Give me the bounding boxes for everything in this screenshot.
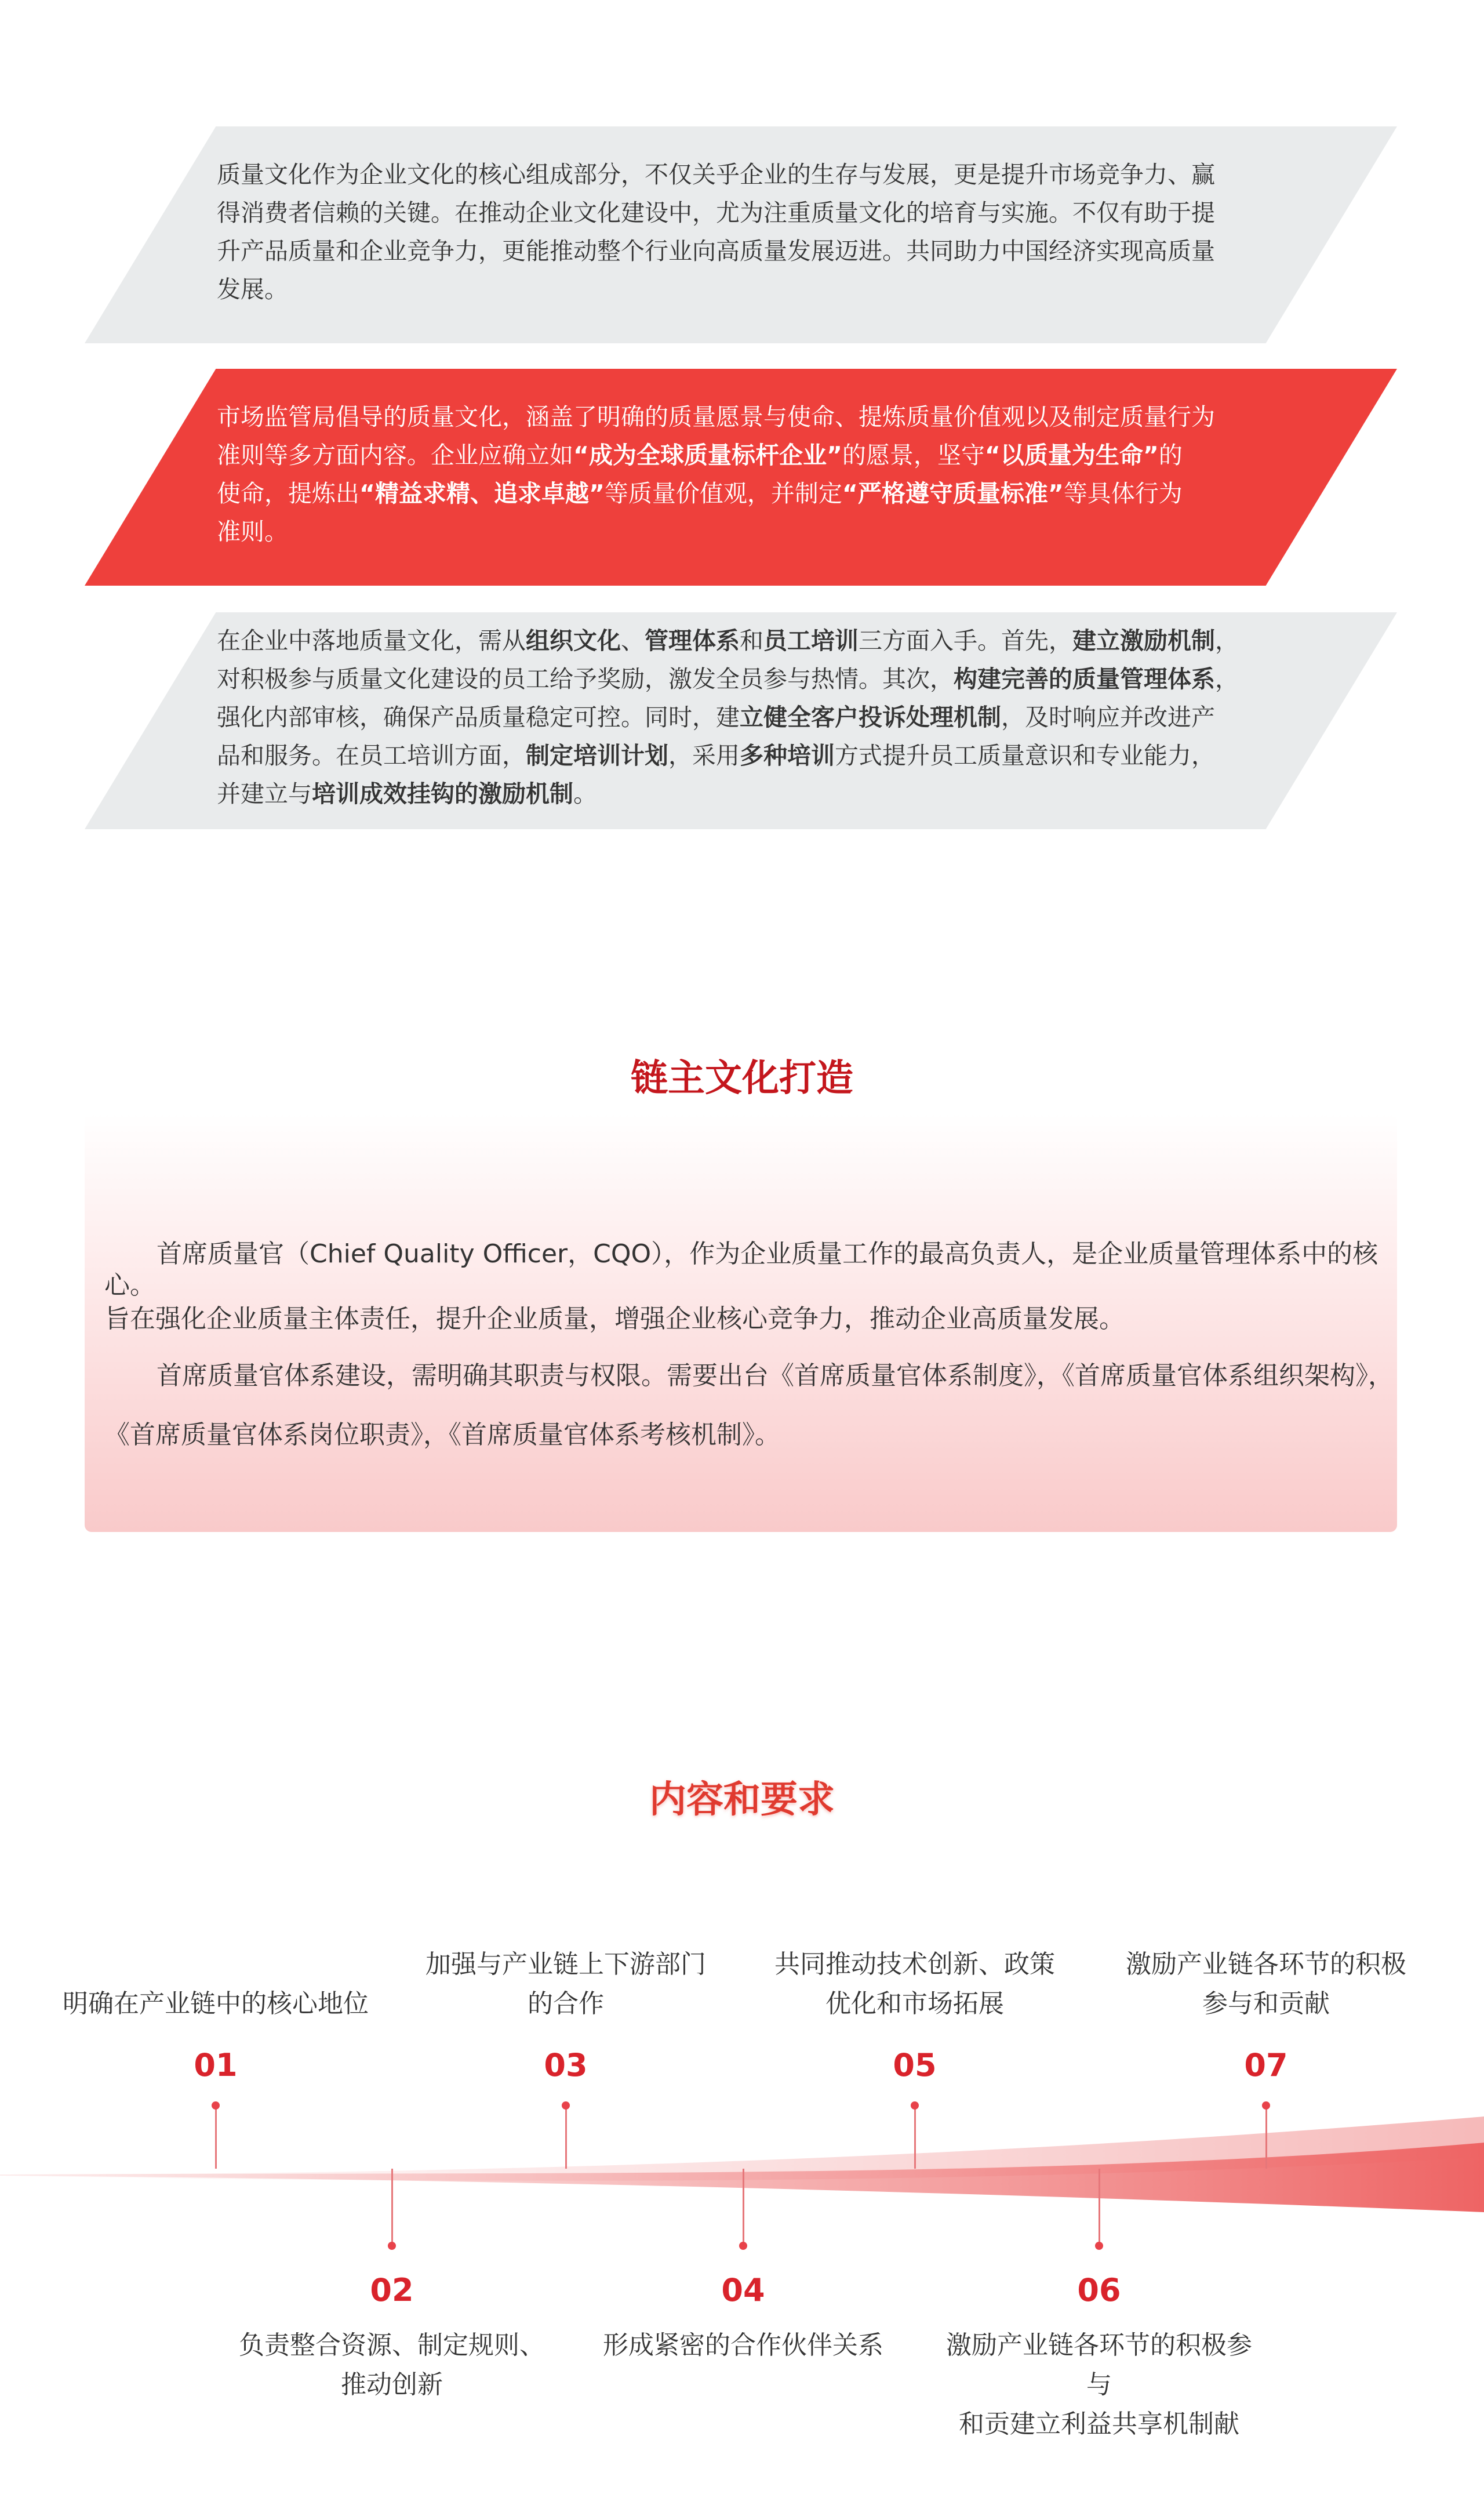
bold-term: 员工培训 <box>763 627 859 655</box>
timeline-number: 02 <box>370 2272 414 2308</box>
text-line <box>217 474 1266 513</box>
timeline-description-line: 激励产业链各环节的积极 <box>1126 1949 1406 1979</box>
text-line <box>217 436 1266 474</box>
text-run: 的愿景，坚守 <box>842 441 985 469</box>
timeline-pin <box>914 2105 916 2169</box>
intro-paragraph-1 <box>217 155 1266 308</box>
bold-term: 管理体系 <box>645 627 740 655</box>
bold-standard: “严格遵守质量标准” <box>842 480 1064 507</box>
text-run: 对积极参与质量文化建设的员工给予奖励，激发全员参与热情。其次， <box>217 665 954 693</box>
text-line <box>217 660 1266 698</box>
timeline-description <box>403 1945 728 2024</box>
timeline-pin <box>1265 2105 1267 2169</box>
timeline-description-line: 加强与产业链上下游部门 <box>425 1949 706 1979</box>
text-run: 。 <box>573 780 597 808</box>
timeline-dot <box>1095 2242 1103 2250</box>
timeline-description <box>230 2326 554 2405</box>
bold-term: 组织文化 <box>526 627 621 655</box>
timeline-number: 03 <box>544 2047 588 2083</box>
timeline-description-line: 推动创新 <box>341 2370 443 2399</box>
timeline-dot <box>1262 2101 1270 2110</box>
timeline-number: 04 <box>721 2272 765 2308</box>
timeline-item-05 <box>752 1945 1077 2083</box>
timeline-description-line: 的合作 <box>528 1989 604 2018</box>
bold-term: 培训成效挂钩的激励机制 <box>312 780 573 808</box>
bold-term: 建立激励机制 <box>1072 627 1215 655</box>
timeline-pin <box>743 2169 744 2244</box>
text-line: 质量文化作为企业文化的核心组成部分，不仅关乎企业的生存与发展，更是提升市场竞争力、赢 <box>217 161 1215 188</box>
timeline-description-line: 共同推动技术创新、政策 <box>774 1949 1055 1979</box>
text-run: 和 <box>740 627 763 655</box>
text-run: ，及时响应并改进产 <box>1001 703 1215 731</box>
bold-term: 构建完善的质量管理体系 <box>954 665 1215 693</box>
timeline-description-line: 参与和贡献 <box>1202 1989 1330 2018</box>
timeline-description-line: 形成紧密的合作伙伴关系 <box>603 2330 883 2360</box>
timeline-item-06 <box>937 2272 1261 2444</box>
text-run: 方式提升员工质量意识和专业能力， <box>835 742 1215 769</box>
timeline-description <box>937 2326 1261 2444</box>
timeline-pin <box>391 2169 393 2244</box>
timeline-description-line: 优化和市场拓展 <box>825 1989 1004 2018</box>
bold-term: 制定培训计划 <box>526 742 668 769</box>
bold-mission: “以质量为生命” <box>984 441 1159 469</box>
section-title-chain-culture: 链主文化打造 <box>631 1057 853 1100</box>
bold-term: 多种培训 <box>740 742 835 769</box>
text-run: 准则等多方面内容。企业应确立如 <box>217 441 573 469</box>
text-run: ， <box>1215 627 1239 655</box>
timeline-description <box>752 1945 1077 2024</box>
timeline-description-line: 负责整合资源、制定规则、 <box>239 2330 545 2360</box>
timeline-wave <box>0 2088 1484 2227</box>
timeline-description-line: 激励产业链各环节的积极参与 <box>946 2330 1252 2399</box>
timeline-pin <box>565 2105 567 2169</box>
timeline-description <box>1104 1945 1428 2024</box>
timeline-item-04 <box>581 2272 905 2365</box>
text-run: ，采用 <box>668 742 740 769</box>
timeline-description <box>53 1984 378 2024</box>
timeline-description <box>581 2326 905 2365</box>
text-run: 品和服务。在员工培训方面， <box>217 742 526 769</box>
timeline-dot <box>388 2242 396 2250</box>
text-run: 在企业中落地质量文化，需从 <box>217 627 526 655</box>
bold-term: 立健全客户投诉处理机制 <box>740 703 1001 731</box>
bold-vision: “成为全球质量标杆企业” <box>573 441 842 469</box>
timeline-dot <box>739 2242 747 2250</box>
timeline-number: 07 <box>1244 2047 1288 2083</box>
text-line <box>217 736 1266 775</box>
text-line <box>217 698 1266 736</box>
timeline-number: 06 <box>1077 2272 1121 2308</box>
cqo-paragraph-1-line-1: 首席质量官（Chief Quality Officer，CQO），作为企业质量工作的最高负责人，是企业质量管理体系中的核心。 <box>104 1239 1378 1300</box>
bold-values: “精益求精、追求卓越” <box>359 480 605 507</box>
timeline-number: 05 <box>893 2047 937 2083</box>
text-run: 、 <box>621 627 645 655</box>
intro-paragraph-3 <box>217 622 1266 813</box>
timeline-pin <box>1099 2169 1100 2244</box>
text-run: 强化内部审核，确保产品质量稳定可控。同时，建 <box>217 703 740 731</box>
timeline-pin <box>215 2105 217 2169</box>
cqo-paragraph-2-line-1: 首席质量官体系建设，需明确其职责与权限。需要出台《首席质量官体系制度》，《首席质量官体系组织架构》， <box>157 1361 1394 1391</box>
text-run: 的 <box>1158 441 1183 469</box>
timeline-item-02 <box>230 2272 554 2405</box>
text-run: ， <box>1215 665 1239 693</box>
section-title-content-requirements: 内容和要求 <box>649 1778 835 1821</box>
cqo-paragraph-2-line-2: 《首席质量官体系岗位职责》，《首席质量官体系考核机制》。 <box>104 1420 780 1450</box>
timeline-number: 01 <box>194 2047 238 2083</box>
text-run: 等质量价值观，并制定 <box>604 480 842 507</box>
text-line: 升产品质量和企业竞争力，更能推动整个行业向高质量发展迈进。共同助力中国经济实现高质量 <box>217 237 1215 265</box>
timeline-dot <box>911 2101 919 2110</box>
intro-paragraph-2 <box>217 398 1266 551</box>
text-run: 使命，提炼出 <box>217 480 359 507</box>
timeline-dot <box>562 2101 570 2110</box>
text-line: 市场监管局倡导的质量文化，涵盖了明确的质量愿景与使命、提炼质量价值观以及制定质量行为 <box>217 403 1215 431</box>
text-line <box>217 775 1266 813</box>
timeline-dot <box>212 2101 220 2110</box>
text-line: 发展。 <box>217 275 288 303</box>
text-line: 准则。 <box>217 518 288 546</box>
text-run: 等具体行为 <box>1063 480 1183 507</box>
timeline-item-03 <box>403 1945 728 2083</box>
text-run: 并建立与 <box>217 780 312 808</box>
timeline-item-07 <box>1104 1945 1428 2083</box>
text-line <box>217 622 1266 660</box>
text-run: 三方面入手。首先， <box>859 627 1072 655</box>
timeline-description-line: 和贡建立利益共享机制献 <box>959 2409 1239 2439</box>
timeline-item-01 <box>53 1984 378 2083</box>
cqo-paragraph-1-line-2: 旨在强化企业质量主体责任，提升企业质量，增强企业核心竞争力，推动企业高质量发展。 <box>104 1304 1125 1334</box>
timeline-description-line: 明确在产业链中的核心地位 <box>63 1989 369 2018</box>
text-line: 得消费者信赖的关键。在推动企业文化建设中，尤为注重质量文化的培育与实施。不仅有助于提 <box>217 199 1215 227</box>
